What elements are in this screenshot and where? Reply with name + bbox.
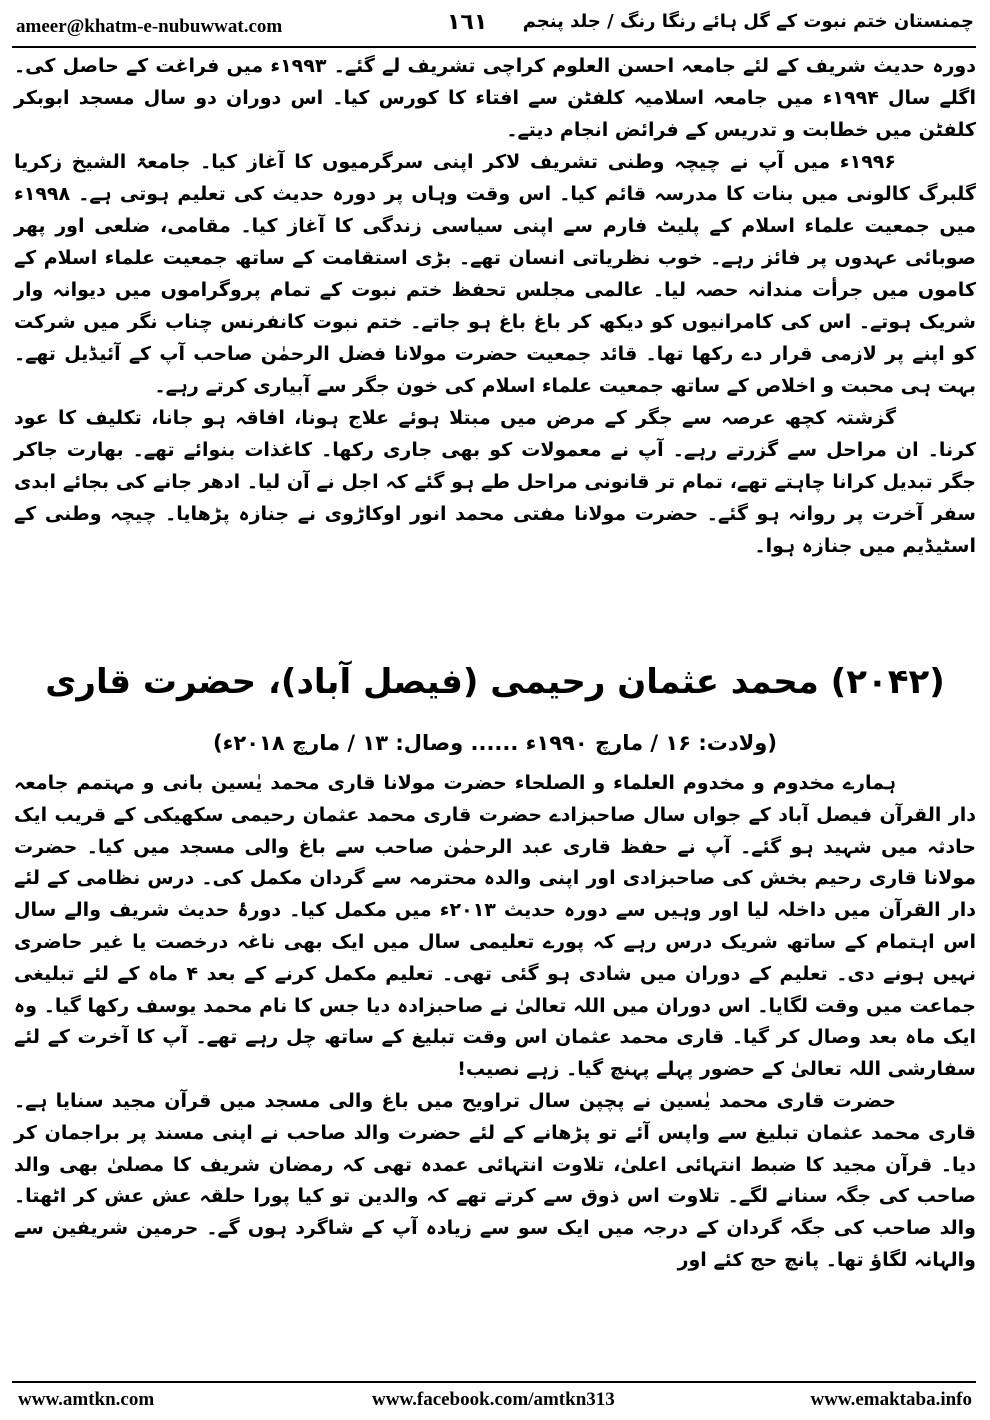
paragraph: ۱۹۹۶ء میں آپ نے چیچہ وطنی تشریف لاکر اپنی سرگرمیوں کا آغاز کیا۔ جامعۃ الشیخ زکریا گلبرگ کالونی میں بنات کا مدرسہ قائم کیا۔ اس وقت وہاں پر دورہ حدیث کی تعلیم ہوتی ہے۔ ۱۹۹۸ء میں جمعیت علماء اسلام کے پلیٹ فارم سے اپنی سیاسی زندگی کا آغاز کیا۔ مقامی، ضلعی اور پھر صوبائی عہدوں پر فائز رہے۔ خوب نظریاتی انسان تھے۔ بڑی استقامت کے ساتھ جمعیت علماء اسلام کے کاموں میں جرأت مندانہ حصہ لیا۔ عالمی مجلس تحفظ ختم نبوت کے تمام پروگراموں میں دیوانہ وار شریک ہوتے۔ اس کی کامرانیوں کو دیکھ کر باغ باغ ہو جاتے۔ ختم نبوت کانفرنس چناب نگر میں شرکت کو اپنے پر لازمی قرار دے رکھا تھا۔ قائد جمعیت حضرت مولانا فضل الرحمٰن صاحب آپ کے آئیڈیل تھے۔ بہت ہی محبت و اخلاص کے ساتھ جمعیت علماء اسلام کی خون جگر سے آبیاری کرتے رہے۔ [14, 151, 976, 397]
book-title: چمنستان ختم نبوت کے گل ہائے رنگا رنگ / جلد پنجم [522, 11, 974, 32]
paragraph: حضرت قاری محمد یٰسین نے پچپن سال تراویح میں باغ والی مسجد میں قرآن مجید سنایا ہے۔ قاری محمد عثمان تبلیغ سے واپس آئے تو پڑھانے کے لئے حضرت والد صاحب نے اپنی مسند پر براجمان کر دیا۔ قرآن مجید کا ضبط انتہائی اعلیٰ، تلاوت انتہائی عمدہ تھی کہ رمضان شریف کا مصلیٰ بھی والد صاحب کی جگہ سنانے لگے۔ تلاوت اس ذوق سے کرتے تھے کہ والدین تو کیا پورا حلقہ عش عش کر اٹھتا۔ والد صاحب کی جگہ گردان کے درجہ میں ایک سو سے زیادہ آپ کے شاگرد ہوں گے۔ حرمین شریفین سے والہانہ لگاؤ تھا۔ پانچ حج کئے اور [14, 1089, 976, 1271]
page-number: ١٦١ [447, 10, 488, 35]
footer-link-emaktaba[interactable]: www.emaktaba.info [810, 1389, 972, 1410]
footer-link-facebook[interactable]: www.facebook.com/amtkn313 [372, 1389, 615, 1410]
footer-link-amtkn[interactable]: www.amtkn.com [18, 1389, 155, 1410]
section-heading: (۲۰۴۲) محمد عثمان رحیمی (فیصل آباد)، حضرت قاری [45, 662, 945, 702]
paragraph: گزشتہ کچھ عرصہ سے جگر کے مرض میں مبتلا ہوئے علاج ہونا، افاقہ ہو جانا، تکلیف کا عود کرنا۔ ان مراحل سے گزرتے رہے۔ آپ نے معمولات کو بھی جاری رکھا۔ کاغذات بنوائے تھے۔ بھارت جاکر جگر تبدیل کرانا چاہتے تھے، تمام تر قانونی مراحل طے ہو گئے کہ اجل نے آن لیا۔ ادھر جانے کی بجائے ابدی سفر آخرت پر روانہ ہو گئے۔ حضرت مولانا مفتی محمد انور اوکاڑوی نے جنازہ پڑھایا۔ چیچہ وطنی کے اسٹیڈیم میں جنازہ ہوا۔ [14, 407, 976, 557]
section-dates: (ولادت: ۱۶ / مارچ ۱۹۹۰ء ...... وصال: ۱۳ / مارچ ۲۰۱۸ء) [213, 731, 777, 755]
header-email: ameer@khatm-e-nubuwwat.com [16, 16, 283, 37]
page-header [12, 6, 976, 48]
paragraph: ہمارے مخدوم و مخدوم العلماء و الصلحاء حضرت مولانا قاری محمد یٰسین بانی و مہتمم جامعہ دار القرآن فیصل آباد کے جواں سال صاحبزادے حضرت قاری محمد عثمان رحیمی سکھیکی کے قریب ایک حادثہ میں شہید ہو گئے۔ آپ نے حفظ قاری عبد الرحمٰن صاحب سے باغ والی مسجد میں کیا۔ حضرت مولانا قاری رحیم بخش کی صاحبزادی اور اپنی والدہ محترمہ سے گردان مکمل کی۔ درس نظامی کے لئے دار القرآن میں داخلہ لیا اور وہیں سے دورہ حدیث ۲۰۱۳ء میں مکمل کیا۔ دورۂ حدیث شریف والے سال اس اہتمام کے ساتھ شریک درس رہے کہ پورے تعلیمی سال میں ایک بھی ناغہ درخصت یا غیر حاضری نہیں ہونے دی۔ تعلیم کے دوران میں شادی ہو گئی تھی۔ تعلیم مکمل کرنے کے بعد ۴ ماہ کے لئے تبلیغی جماعت میں وقت لگایا۔ اس دوران میں اللہ تعالیٰ نے صاحبزادہ دیا جس کا نام محمد یوسف رکھا گیا۔ وہ ایک ماہ بعد وصال کر گیا۔ قاری محمد عثمان اس وقت تبلیغ کے ساتھ چل رہے تھے۔ آپ کا آخرت کے لئے سفارشی اللہ تعالیٰ کے حضور پہلے پہنچ گیا۔ زہے نصیب! [14, 772, 977, 1081]
paragraph: دورہ حدیث شریف کے لئے جامعہ احسن العلوم کراچی تشریف لے گئے۔ ۱۹۹۳ء میں فراغت کے حاصل کی۔ اگلے سال ۱۹۹۴ء میں جامعہ اسلامیہ کلفٹن سے افتاء کا کورس کیا۔ اس دوران دو سال مسجد ابوبکر کلفٹن میں خطابت و تدریس کے فرائض انجام دیتے۔ [14, 55, 976, 141]
page-footer [12, 1381, 976, 1417]
body-text-top [14, 50, 976, 562]
body-text-bottom [14, 768, 976, 1277]
